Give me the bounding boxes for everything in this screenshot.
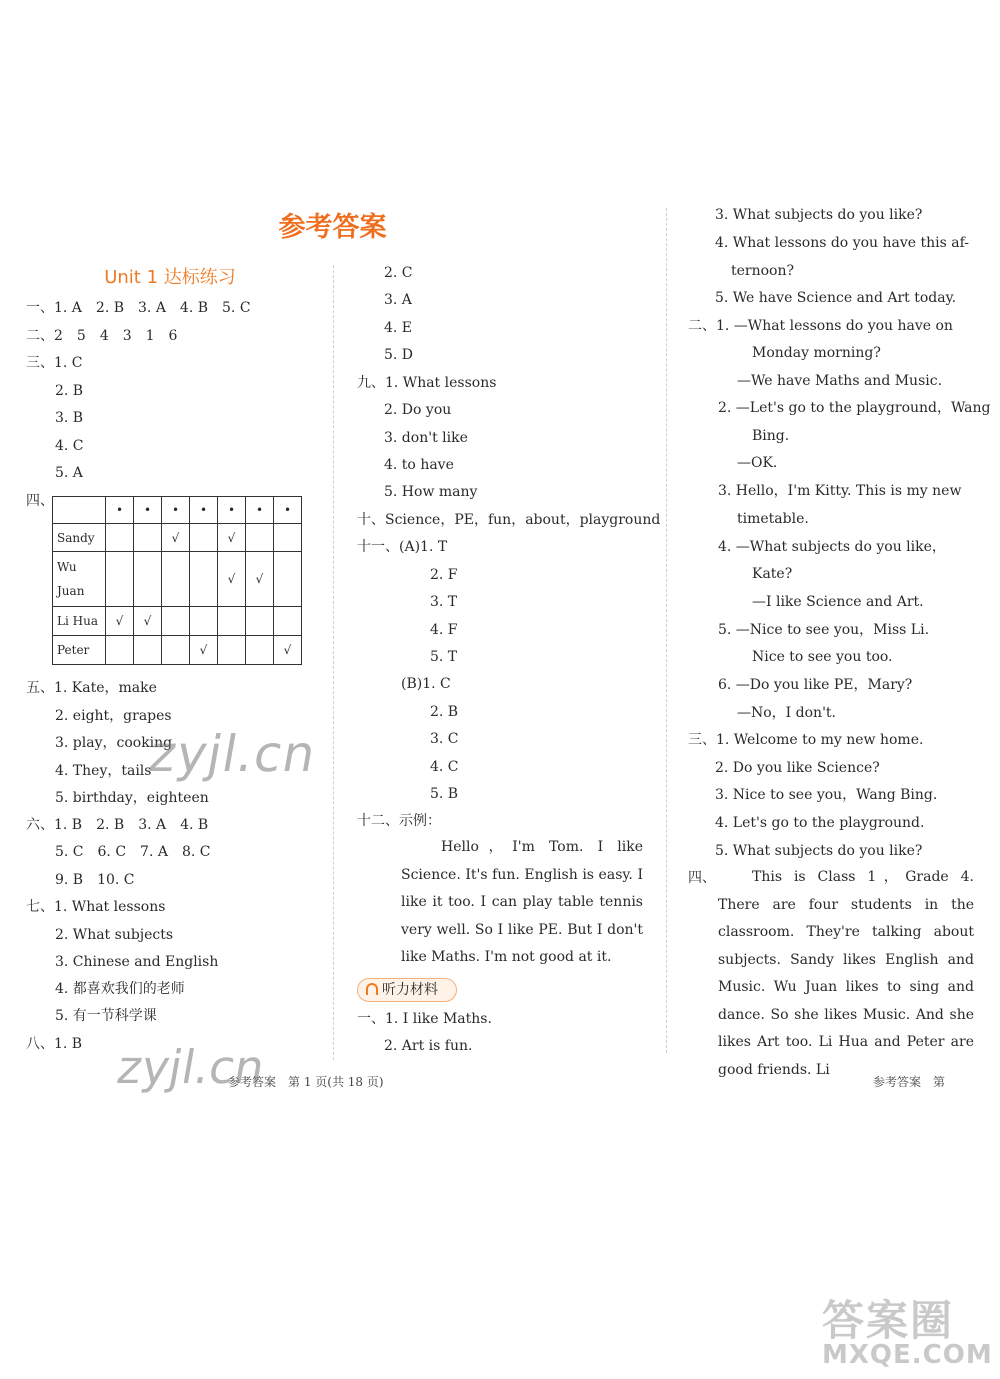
answer-line: 2. What subjects bbox=[55, 927, 174, 943]
table-cell: √ bbox=[162, 524, 190, 552]
table-corner-cell bbox=[53, 497, 106, 524]
table-cell bbox=[106, 524, 134, 552]
answer-line: 四、 bbox=[26, 493, 54, 509]
answer-line: 八、1. B bbox=[26, 1036, 83, 1052]
table-cell: √ bbox=[134, 607, 162, 636]
answer-line: 5. We have Science and Art today. bbox=[715, 290, 957, 306]
table-cell: • bbox=[134, 497, 162, 524]
answer-line: 二、2 5 4 3 1 6 bbox=[26, 328, 178, 344]
answer-line: 3. B bbox=[55, 410, 84, 426]
table-cell bbox=[190, 524, 218, 552]
table-row-name: Li Hua bbox=[53, 607, 106, 636]
answer-line: —OK. bbox=[737, 455, 778, 471]
answer-line: Monday morning? bbox=[752, 345, 881, 361]
answer-line: 3. don't like bbox=[384, 430, 468, 446]
table-cell bbox=[134, 552, 162, 607]
answer-line: (B)1. C bbox=[401, 676, 451, 692]
answer-line: 4. 都喜欢我们的老师 bbox=[55, 981, 185, 997]
answer-line: 5. 有一节科学课 bbox=[55, 1008, 157, 1024]
answer-line: 一、1. A 2. B 3. A 4. B 5. C bbox=[26, 300, 251, 316]
answer-line: 2. Do you bbox=[384, 402, 452, 418]
page-title: 参考答案 bbox=[278, 212, 387, 243]
answer-line: 4. F bbox=[430, 622, 458, 638]
table-row bbox=[53, 607, 302, 636]
watermark-logo-text: MXQE.COM bbox=[822, 1340, 993, 1370]
unit-title: Unit 1 达标练习 bbox=[104, 267, 236, 288]
table-cell bbox=[246, 636, 274, 665]
answer-line: 4. C bbox=[430, 759, 459, 775]
answer-line: 3. C bbox=[430, 731, 459, 747]
answer-line: 2. Art is fun. bbox=[384, 1038, 473, 1054]
table-cell bbox=[274, 552, 302, 607]
table-cell: • bbox=[274, 497, 302, 524]
answer-line: 5. —Nice to see you，Miss Li. bbox=[718, 622, 930, 638]
table-row-name: Peter bbox=[53, 636, 106, 665]
answer-line: Bing. bbox=[752, 428, 790, 444]
answer-line: 2. F bbox=[430, 567, 458, 583]
answer-line: 3. play，cooking bbox=[55, 735, 173, 751]
answer-line: 6. —Do you like PE，Mary? bbox=[718, 677, 913, 693]
table-cell: • bbox=[218, 497, 246, 524]
answer-line: —We have Maths and Music. bbox=[737, 373, 943, 389]
table-cell: √ bbox=[274, 636, 302, 665]
answer-line: 3. Chinese and English bbox=[55, 954, 219, 970]
table-cell bbox=[106, 636, 134, 665]
answer-line: Nice to see you too. bbox=[752, 649, 893, 665]
table-cell bbox=[106, 552, 134, 607]
table-cell: √ bbox=[218, 524, 246, 552]
answer-line: Kate? bbox=[752, 566, 793, 582]
answer-line: 四、 bbox=[688, 870, 716, 886]
table-cell bbox=[246, 524, 274, 552]
table-cell bbox=[246, 607, 274, 636]
answer-line: 4. E bbox=[384, 320, 413, 336]
answer-line: 一、1. I like Maths. bbox=[357, 1011, 492, 1027]
answer-line: 2. eight，grapes bbox=[55, 708, 172, 724]
answer-line: 4. What lessons do you have this af- bbox=[715, 235, 970, 251]
answer-line: 9. B 10. C bbox=[55, 872, 135, 888]
answer-line: 4. to have bbox=[384, 457, 454, 473]
table-cell: • bbox=[106, 497, 134, 524]
listening-material-label bbox=[357, 978, 457, 1002]
table-cell bbox=[274, 607, 302, 636]
answer-line: 三、1. Welcome to my new home. bbox=[688, 732, 924, 748]
answer-line: ternoon? bbox=[731, 263, 794, 279]
answer-line: 3. Hello，I'm Kitty. This is my new bbox=[718, 483, 962, 499]
answer-line: 2. —Let's go to the playground，Wang bbox=[718, 400, 991, 416]
table-cell bbox=[190, 607, 218, 636]
answer-line: 5. T bbox=[430, 649, 458, 665]
answer-line: 九、1. What lessons bbox=[357, 375, 497, 391]
table-cell: √ bbox=[246, 552, 274, 607]
table-cell bbox=[162, 636, 190, 665]
headphones-icon bbox=[366, 983, 378, 995]
answer-line: 3. Nice to see you，Wang Bing. bbox=[715, 787, 938, 803]
table-cell: • bbox=[162, 497, 190, 524]
page-footer-right: 参考答案 第 bbox=[873, 1075, 946, 1089]
answer-line: 5. D bbox=[384, 347, 414, 363]
answer-line: 5. A bbox=[55, 465, 83, 481]
answer-line: 4. C bbox=[55, 438, 84, 454]
table-row bbox=[53, 524, 302, 552]
listening-material-text: 听力材料 bbox=[382, 982, 438, 998]
answer-line: 5. What subjects do you like? bbox=[715, 843, 923, 859]
answer-line: timetable. bbox=[737, 511, 809, 527]
table-cell: √ bbox=[190, 636, 218, 665]
answer-line: 5. How many bbox=[384, 484, 478, 500]
table-cell bbox=[134, 636, 162, 665]
table-row bbox=[53, 552, 302, 607]
table-row-name: Sandy bbox=[53, 524, 106, 552]
answer-line: 六、1. B 2. B 3. A 4. B bbox=[26, 817, 209, 833]
sample-essay: Hello，I'm Tom. I like Science. It's fun. English is easy. I like it too. I can play table tennis very well. So I like PE. But I don't like Maths. I'm not good at it. bbox=[401, 839, 643, 965]
column-divider-2 bbox=[666, 208, 667, 1053]
answer-line: 4. Let's go to the playground. bbox=[715, 815, 925, 831]
answer-line: 十、Science，PE，fun，about，playground bbox=[357, 512, 661, 528]
table-cell: • bbox=[190, 497, 218, 524]
answer-line: 十一、(A)1. T bbox=[357, 539, 448, 555]
answer-line: 2. Do you like Science? bbox=[715, 760, 880, 776]
table-cell bbox=[134, 524, 162, 552]
watermark-logo: 答案圈 bbox=[822, 1296, 955, 1345]
answer-line: 十二、示例： bbox=[357, 813, 441, 829]
answer-line: 三、1. C bbox=[26, 355, 83, 371]
watermark: zyjl.cn bbox=[144, 725, 321, 783]
answer-line: —I like Science and Art. bbox=[752, 594, 924, 610]
answer-line: 2. C bbox=[384, 265, 413, 281]
answer-line: 5. birthday，eighteen bbox=[55, 790, 209, 806]
answer-line: 2. B bbox=[55, 383, 84, 399]
answer-line: 5. C 6. C 7. A 8. C bbox=[55, 844, 211, 860]
table-cell: √ bbox=[106, 607, 134, 636]
answer-line: 4. —What subjects do you like， bbox=[718, 539, 946, 555]
answer-line: 3. A bbox=[384, 292, 412, 308]
answer-table bbox=[52, 496, 302, 665]
table-cell bbox=[162, 552, 190, 607]
table-row bbox=[53, 636, 302, 665]
table-header-row bbox=[53, 497, 302, 524]
table-row-name: Wu Juan bbox=[53, 552, 106, 607]
answer-line: —No，I don't. bbox=[737, 705, 836, 721]
page-footer-left: 参考答案 第 1 页(共 18 页) bbox=[228, 1075, 384, 1089]
table-cell: • bbox=[246, 497, 274, 524]
table-cell bbox=[274, 524, 302, 552]
listening-passage: This is Class 1，Grade 4. There are four students in the classroom. They're talking about subjects. Sandy likes English and Music. Wu Juan likes to sing and dance. So she likes Music. And she likes Art too. Li Hua and Peter are good friends. Li bbox=[718, 869, 974, 1078]
column-divider-1 bbox=[333, 265, 334, 1060]
watermark: zyjl.cn bbox=[113, 1040, 269, 1094]
answer-line: 5. B bbox=[430, 786, 459, 802]
answer-line: 3. What subjects do you like? bbox=[715, 207, 923, 223]
table-cell bbox=[218, 607, 246, 636]
answer-line: 3. T bbox=[430, 594, 458, 610]
table-cell bbox=[218, 636, 246, 665]
table-cell bbox=[162, 607, 190, 636]
answer-line: 4. They，tails bbox=[55, 763, 152, 779]
answer-line: 七、1. What lessons bbox=[26, 899, 166, 915]
answer-line: 2. B bbox=[430, 704, 459, 720]
table-cell bbox=[190, 552, 218, 607]
answer-line: 二、1. —What lessons do you have on bbox=[688, 318, 953, 334]
answer-line: 五、1. Kate，make bbox=[26, 680, 157, 696]
table-cell: √ bbox=[218, 552, 246, 607]
